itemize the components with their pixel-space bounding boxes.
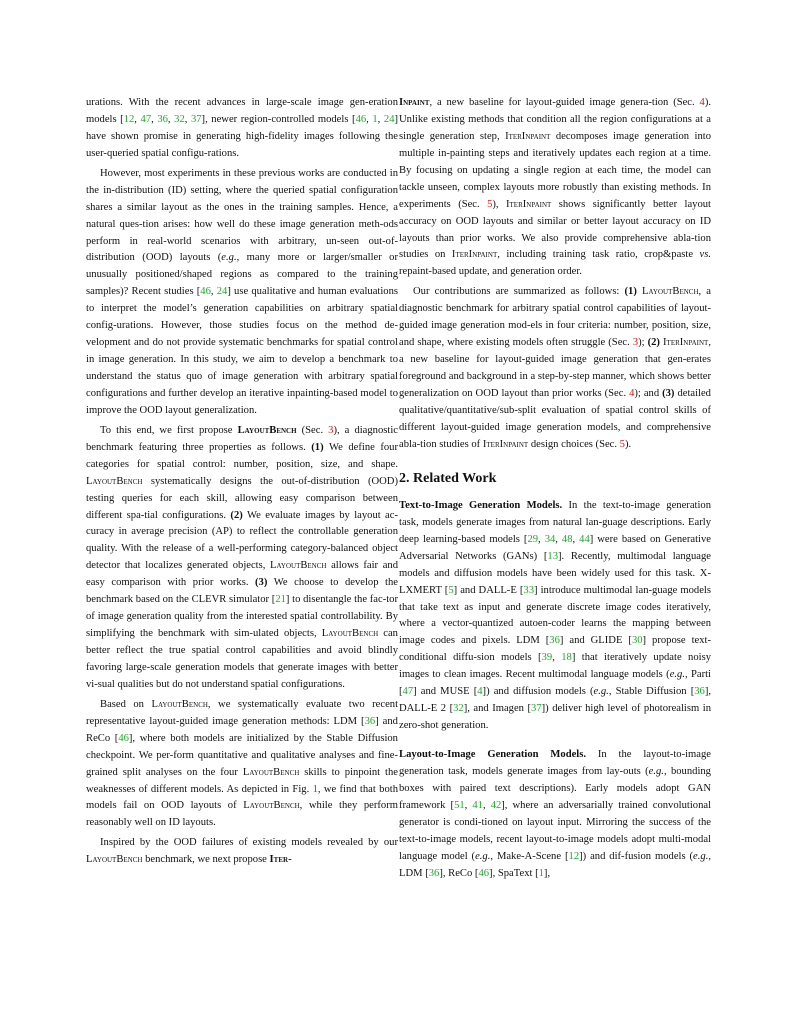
citation-link[interactable]: 41 [472,799,483,811]
text-run: ] and MUSE [ [413,686,478,698]
citation-link[interactable]: 36 [428,867,440,879]
citation-link[interactable]: 12 [568,850,580,862]
text-run: , including training task ratio, crop&paste [497,249,700,261]
citation-link[interactable]: 30 [631,635,643,647]
paragraph-layout-to-image [399,747,711,883]
text-run: LayoutBench [151,698,208,710]
citation-link[interactable]: 24 [216,286,228,298]
text-run: LayoutBench [321,628,379,640]
text-run: , [555,533,562,545]
text-run: ], SpaText [ [489,867,539,879]
text-run: (1) [311,441,324,453]
citation-link[interactable]: 48 [561,533,573,545]
text-run: To this end, we first propose [100,424,238,436]
cross-reference-link[interactable]: 4 [629,387,635,399]
text-run: ), [492,198,506,210]
text-run: , a diagnostic benchmark for arbitrary spatial control capabilities of layout-guided image generation mod-els in four criteria: number, position, size, and shape, where existing models often struggle (Sec. [399,286,711,349]
cross-reference-link[interactable]: 5 [487,198,493,210]
text-run: LayoutBench [270,560,327,572]
citation-link[interactable]: 44 [579,533,590,545]
citation-link[interactable]: 46 [200,286,211,298]
text-run: ]) and dif-fusion models ( [579,850,694,862]
text-run: (3) [662,387,675,399]
text-run: ] propose text-conditional diffu-sion models [ [399,635,711,664]
citation-link[interactable]: 39 [541,652,553,664]
text-run: ], DALL-E 2 [ [399,686,712,715]
text-run: LayoutBench [86,854,143,866]
text-run: , [167,113,175,125]
text-run: LayoutBench [237,424,297,436]
text-run: , a new baseline for layout-guided image genera-tion (Sec. [429,97,700,108]
text-run: In the text-to-image generation task, models generate images from natural lan-guage descriptions. Early deep learning-based models [ [399,499,711,545]
paragraph-contributions [399,284,711,453]
cross-reference-link[interactable]: 5 [619,438,625,450]
text-run: urations. With the recent advances in large-scale image gen-eration models [ [86,97,398,125]
text-run: Inpaint [399,97,430,108]
text-run: ] use qualitative and human evaluations to interpret the model’s generation capabilities on arbitrary spatial config-urations. However, those studies focus on the method de-velopment and do not provide systematic benchmarks for spatial control in image generation. In this study, we aim to develop a benchmark to understand the status quo of image generation with arbitrary spatial configurations and further develop an iterative inpainting-based model to improve the OOD layout generalization. [86,286,398,416]
text-run: , [538,533,545,545]
text-run: , [552,652,562,664]
text-run: However, most experiments in these previous works are conducted in the in-distribution (ID) setting, where the queried spatial configuration shares a similar layout as the ones in the training samples. Hence, a natural ques-tion arises: how well do these image generation meth-ods perform in real-world scenarios with arbitrary, un-seen out-of-distribution (OOD) layouts ( [86,167,398,264]
text-run: detailed qualitative/quantitative/sub-split evaluation of spatial control skills of different layout-guided image generation models, and comprehensive abla-tion studies of [399,387,711,450]
text-run: e.g. [693,850,709,862]
text-run: , [151,113,158,125]
text-run: , [572,533,580,545]
text-run: In the layout-to-image generation task, models generate images from lay-outs ( [399,749,711,777]
citation-link[interactable]: 34 [544,533,556,545]
text-run: ]) and diffusion models ( [482,686,594,698]
text-run: Our contributions are summarized as follows: [413,286,625,298]
text-run: ] and DALL-E [ [453,584,524,596]
text-run: LayoutBench [243,800,300,812]
section-heading-related-work: 2. Related Work [399,470,497,486]
text-run: ). [624,438,632,450]
text-run: ] introduce multimodal lan-guage models that take text as input and generate discrete image codes iteratively, where a vector-quantized autoen-coder learns the mapping between image codes and pixels. LDM [ [399,584,711,647]
text-run: ] and ReCo [ [86,715,398,744]
text-run: can better reflect the true spatial control capabilities and avoid blindly favoring large-scale generation models that generate images with better vi-sual qualities but do not understand spatial configurations. [86,628,398,690]
text-run: (2) [647,337,660,349]
text-run: IterInpaint [482,438,529,450]
paragraph-layoutbench [86,423,398,694]
text-run: (2) [230,509,243,521]
citation-link[interactable]: 1 [372,113,378,125]
text-run: IterInpaint [505,130,551,142]
text-run: LayoutBench [642,286,699,298]
text-run: ), a diagnostic benchmark featuring three properties as follows. [86,424,398,453]
text-run: , many more or larger/smaller or unusually positioned/shaped regions as compared to the training samples)? Recent studies [ [86,252,398,298]
citation-link[interactable]: 32 [453,703,464,715]
citation-link[interactable]: 37 [531,703,542,715]
text-run: repaint-based update, and generation order. [399,266,582,278]
citation-link[interactable]: 32 [174,113,185,125]
paragraph-ood-question [86,166,398,420]
text-run: , LDM [ [399,850,711,879]
cross-reference-link[interactable]: 1 [312,783,318,795]
text-run: , [482,799,491,811]
text-run: design choices (Sec. [528,438,620,450]
paragraph-iterinpaint [399,95,711,281]
text-run: ], ReCo [ [439,867,479,879]
text-run: ] have shown promise in generating high-fidelity images following the user-queried spatial configu-rations. [86,113,399,159]
citation-link[interactable]: 47 [402,686,414,698]
citation-link[interactable]: 36 [157,113,168,125]
text-run: shows significantly better layout accuracy on OOD layouts and similar or better layout accuracy on ID layouts than prior works. We also provide comprehensive abla-tion studies on [399,198,712,261]
text-run: ). Unlike existing methods that condition all the region configurations at a single generation step, [399,97,711,142]
paragraph-evaluation [86,697,398,833]
left-column [86,95,398,869]
text-run: systematically designs the out-of-distribution (OOD) testing queries for each skill, allowing easy comparison between different spa-tial configurations. [86,475,398,521]
citation-link[interactable]: 37 [190,113,202,125]
paragraph-text-to-image [399,498,711,735]
citation-link[interactable]: 51 [454,799,465,811]
text-run: , bounding boxes with paired text descriptions). Early models adopt GAN framework [ [399,765,711,811]
text-run: , [366,113,373,125]
text-run: decomposes image generation into multiple in-painting steps and iteratively updates each region at a time. By focusing on updating a single region at each time, the model can tackle unseen, complex layouts more robustly than existing methods. In experiments (Sec. [399,130,711,210]
citation-link[interactable]: 46 [118,732,129,744]
citation-link[interactable]: 18 [561,652,572,664]
text-run: IterInpaint [505,198,552,210]
text-run: , [464,799,473,811]
text-run: , while they perform reasonably well on ID layouts. [86,800,398,829]
text-run: (3) [255,577,268,589]
text-run: ); and [634,387,663,399]
text-run: , [210,286,217,298]
cross-reference-link[interactable]: 3 [328,424,334,436]
citation-link[interactable]: 46 [478,867,490,879]
citation-link[interactable]: 4 [477,686,483,698]
text-run: e.g. [221,252,237,264]
text-run: ], newer region-controlled models [ [201,113,356,125]
text-run: benchmark, we next propose [142,854,270,866]
text-run: LayoutBench [86,475,143,487]
text-run: , Parti [ [399,669,711,698]
cross-reference-link[interactable]: 3 [632,337,639,349]
text-run: Layout-to-Image Generation Models. [399,749,587,760]
citation-link[interactable]: 47 [140,113,152,125]
text-run: e.g. [669,669,685,681]
text-run: We define four categories for spatial control: number, position, size, and shape. [86,441,398,470]
text-run: IterInpaint [451,249,498,261]
citation-link[interactable]: 33 [523,584,534,596]
text-run: ] were based on Generative Adversarial Networks (GANs) [ [399,533,711,562]
citation-link[interactable]: 42 [490,799,502,811]
citation-link[interactable]: 21 [275,594,286,606]
text-run: ); [638,337,648,349]
text-run: , [134,113,141,125]
text-run: allows fair and easy comparison with prior works. [86,560,398,589]
text-run: Based on [100,698,152,710]
text-run: Inspired by the OOD failures of existing models revealed by our [100,837,398,849]
paragraph-intro-continued [86,95,398,163]
text-run: LayoutBench [242,766,300,778]
text-run: e.g. [648,765,664,777]
text-run: ]. Recently, multimodal language models and diffusion models have been widely used for this task. X-LXMERT [ [399,550,711,596]
citation-link[interactable]: 36 [694,686,705,698]
text-run: ] to disentangle the fac-tor of image generation quality from the interested spatial controllability. By simplifying the benchmark with sim-ulated objects, [86,594,398,640]
text-run: , [184,113,191,125]
text-run: e.g. [593,686,609,698]
text-run: ], where both models are initialized by the Stable Diffusion checkpoint. We per-form quantitative and qualitative analyses and fine-grained split analyses on the four [86,732,398,778]
right-column [399,95,711,883]
citation-link[interactable]: 5 [448,584,454,596]
text-run: (Sec. [296,424,329,436]
citation-link[interactable]: 46 [355,113,367,125]
text-run: , [377,113,384,125]
text-run: We evaluate images by layout ac-curacy in average precision (AP) to reflect the controllable generation quality. With the release of a well-performing category-balanced object detector that localizes generated objects, [86,509,398,572]
citation-link[interactable]: 12 [123,113,135,125]
text-run: ], [543,867,551,879]
text-run: IterInpaint [663,337,709,349]
citation-link[interactable]: 24 [383,113,395,125]
text-run: e.g. [475,850,491,862]
text-run: , we find that both models fail on OOD layouts of [86,783,398,812]
text-run: skills to pinpoint the weaknesses of different models. As depicted in Fig. [86,766,398,795]
text-run: vs. [699,249,711,261]
text-run: Iter- [269,854,292,866]
text-run: , Make-A-Scene [ [490,850,569,862]
text-run: Text-to-Image Generation Models. [399,499,563,511]
text-run: ] that iteratively update noisy images to clean images. Recent multimodal language models ( [399,652,712,681]
text-run: , we systematically evaluate two recent representative layout-guided image generation methods: LDM [ [86,698,399,727]
text-run: (1) [624,286,637,298]
citation-link[interactable]: 36 [364,715,376,727]
citation-link[interactable]: 1 [538,867,544,879]
citation-link[interactable]: 13 [547,550,558,562]
text-run: ], and Imagen [ [463,703,532,715]
paragraph-iterinpaint-intro [86,835,398,869]
text-run: , a new baseline for layout-guided image generation that gen-erates foreground and background in a step-by-step manner, which shows better generalization on OOD layout than prior works (Sec. [399,337,711,399]
text-run: ]) deliver high level of photorealism in zero-shot generation. [399,703,711,732]
text-run: , Stable Diffusion [ [608,686,695,698]
citation-link[interactable]: 36 [549,635,560,647]
text-run: ], where an adversarially trained convolutional generator is condi-tioned on layout input. Mirroring the success of the text-to-image models, recent layout-to-image models adopt multi-modal language model ( [399,799,712,862]
text-run: We choose to develop the benchmark based on the CLEVR simulator [ [86,577,398,606]
text-run: ] and GLIDE [ [559,635,632,647]
citation-link[interactable]: 29 [527,533,539,545]
cross-reference-link[interactable]: 4 [699,97,705,108]
